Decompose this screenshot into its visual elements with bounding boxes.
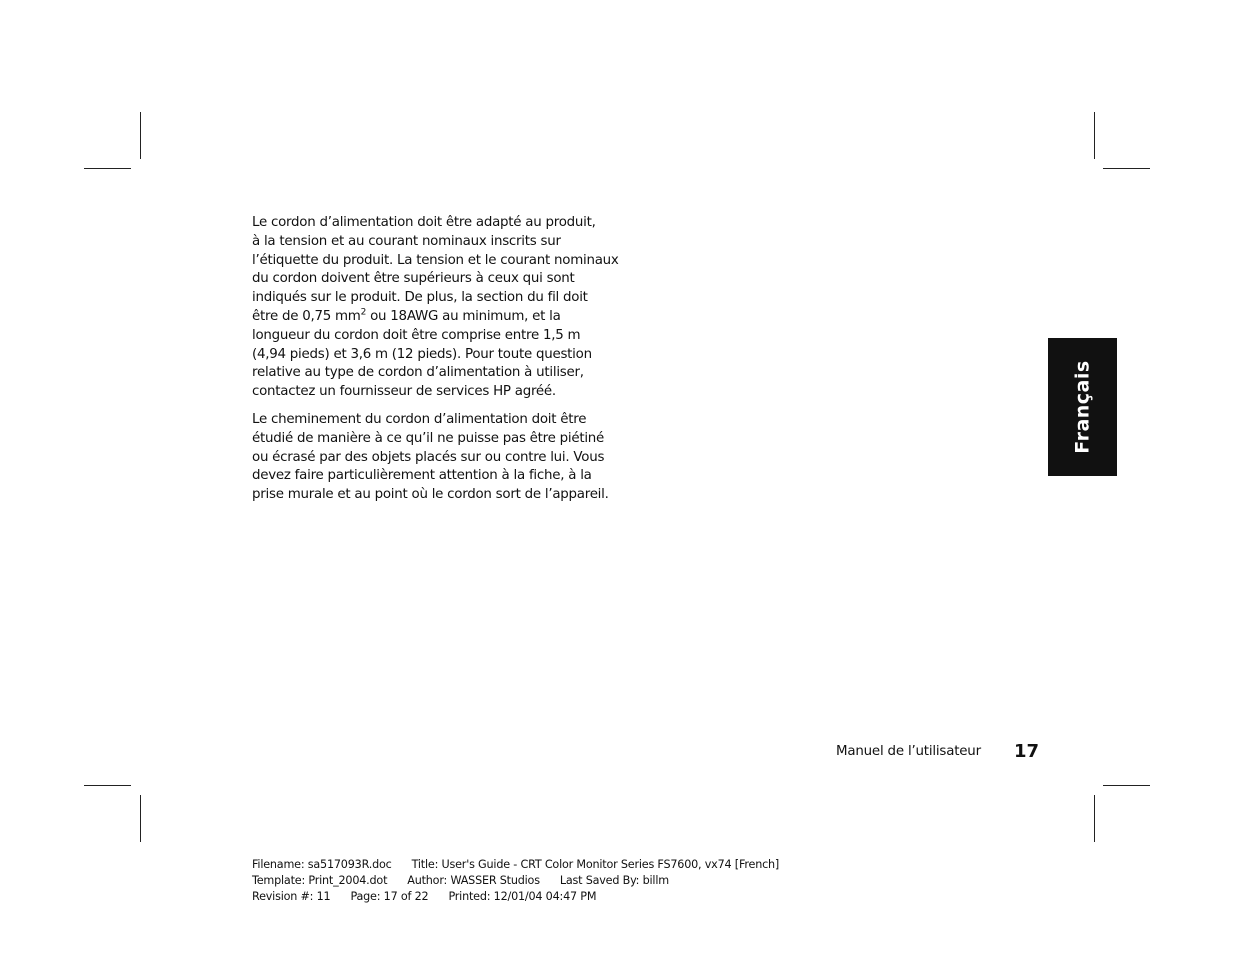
language-tab bbox=[1048, 338, 1117, 476]
text-line: devez faire particulièrement attention à la fiche, à la bbox=[252, 468, 592, 484]
page-number: 17 bbox=[1014, 741, 1040, 762]
metadata-last-saved: Last Saved By: billm bbox=[559, 874, 669, 887]
paragraph-power-cord-rating bbox=[252, 214, 644, 402]
crop-mark-top-right-horizontal bbox=[1103, 168, 1150, 169]
metadata-filename: Filename: sa517093R.doc bbox=[252, 858, 392, 871]
text-line: ou écrasé par des objets placés sur ou contre lui. Vous bbox=[252, 449, 605, 465]
text-line: relative au type de cordon d’alimentation à utiliser, bbox=[252, 365, 584, 381]
text-line: contactez un fournisseur de services HP agréé. bbox=[252, 384, 556, 400]
footer-manual-title: Manuel de l’utilisateur bbox=[836, 744, 981, 759]
body-text bbox=[252, 214, 644, 514]
metadata-template: Template: Print_2004.dot bbox=[252, 874, 388, 887]
metadata-line bbox=[252, 857, 779, 873]
text-line: Le cheminement du cordon d’alimentation doit être bbox=[252, 411, 587, 427]
superscript: 2 bbox=[360, 307, 367, 318]
crop-mark-top-right-vertical bbox=[1094, 112, 1095, 159]
text-line: indiqués sur le produit. De plus, la section du fil doit bbox=[252, 290, 588, 306]
text-line: à la tension et au courant nominaux inscrits sur bbox=[252, 233, 561, 249]
text-fragment: ou 18AWG au minimum, et la bbox=[366, 308, 561, 324]
text-line bbox=[252, 308, 644, 327]
text-line: longueur du cordon doit être comprise entre 1,5 m bbox=[252, 327, 581, 343]
metadata-line bbox=[252, 889, 779, 905]
text-line: prise murale et au point où le cordon sort de l’appareil. bbox=[252, 487, 609, 503]
crop-mark-top-left-horizontal bbox=[84, 168, 131, 169]
paragraph-power-cord-routing bbox=[252, 411, 644, 505]
text-line: l’étiquette du produit. La tension et le courant nominaux bbox=[252, 252, 619, 268]
text-line: (4,94 pieds) et 3,6 m (12 pieds). Pour toute question bbox=[252, 346, 592, 362]
metadata-page: Page: 17 of 22 bbox=[350, 890, 429, 903]
text-line: étudié de manière à ce qu’il ne puisse pas être piétiné bbox=[252, 430, 605, 446]
text-line: du cordon doivent être supérieurs à ceux qui sont bbox=[252, 271, 575, 287]
crop-mark-bottom-right-horizontal bbox=[1103, 785, 1150, 786]
metadata-line bbox=[252, 873, 779, 889]
crop-mark-bottom-left-horizontal bbox=[84, 785, 131, 786]
document-metadata bbox=[252, 857, 779, 905]
metadata-revision: Revision #: 11 bbox=[252, 890, 331, 903]
crop-mark-top-left-vertical bbox=[140, 112, 141, 159]
crop-mark-bottom-right-vertical bbox=[1094, 795, 1095, 842]
text-fragment: être de 0,75 mm bbox=[252, 308, 361, 324]
metadata-title: Title: User's Guide - CRT Color Monitor Series FS7600, vx74 [French] bbox=[411, 858, 780, 871]
metadata-author: Author: WASSER Studios bbox=[407, 874, 540, 887]
text-line: Le cordon d’alimentation doit être adapté au produit, bbox=[252, 215, 596, 230]
metadata-printed: Printed: 12/01/04 04:47 PM bbox=[448, 890, 597, 903]
language-tab-label: Français bbox=[1071, 360, 1094, 454]
crop-mark-bottom-left-vertical bbox=[140, 795, 141, 842]
